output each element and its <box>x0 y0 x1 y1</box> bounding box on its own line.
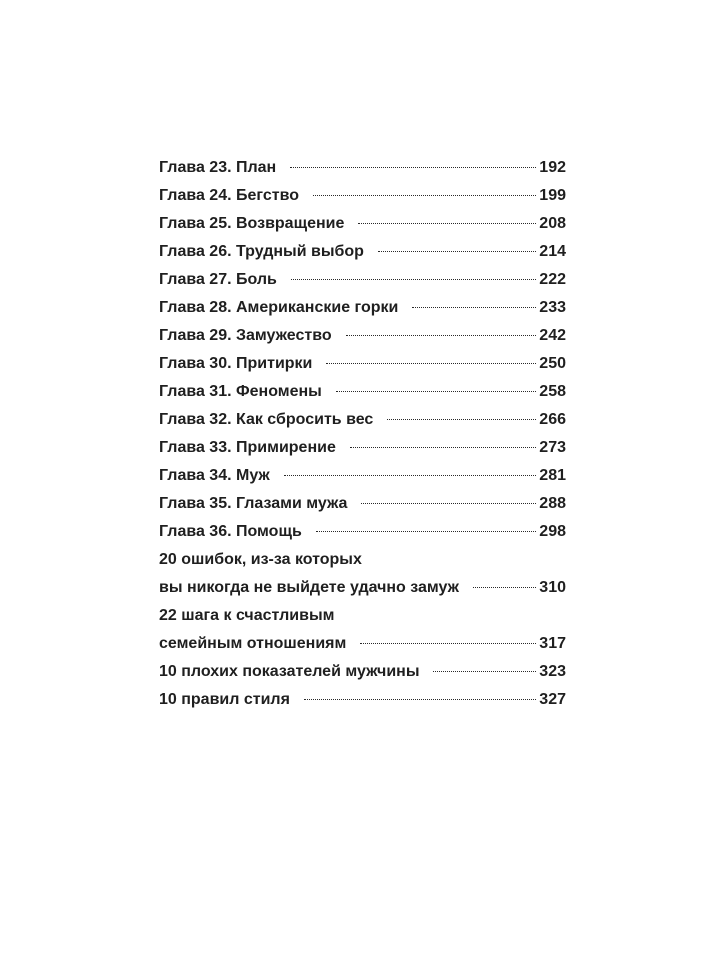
toc-entry[interactable] <box>159 266 566 294</box>
toc-entry-style-rules[interactable] <box>159 686 566 714</box>
toc-entry-page: 192 <box>539 159 566 176</box>
toc-entry-title: Глава 23. План <box>159 159 277 176</box>
dot-leader <box>361 503 536 504</box>
toc-entry-title: Глава 36. Помощь <box>159 523 302 540</box>
dot-leader <box>412 307 536 308</box>
dot-leader <box>358 223 536 224</box>
dot-leader <box>316 531 537 532</box>
dot-leader <box>336 391 536 392</box>
toc-entry[interactable] <box>159 350 566 378</box>
toc-entry-page: 222 <box>539 271 566 288</box>
toc-entry-title-line1: 22 шага к счастливым <box>159 607 335 624</box>
toc-entry-title: семейным отношениям <box>159 635 347 652</box>
toc-entry-page: 298 <box>539 523 566 540</box>
dot-leader <box>346 335 537 336</box>
toc-entry-page: 233 <box>539 299 566 316</box>
toc-entry-title: Глава 34. Муж <box>159 467 270 484</box>
dot-leader <box>284 475 537 476</box>
dot-leader <box>290 167 536 168</box>
toc-entry-page: 242 <box>539 327 566 344</box>
dot-leader <box>326 363 536 364</box>
toc-entry-title: 10 плохих показателей мужчины <box>159 663 420 680</box>
toc-entry[interactable] <box>159 294 566 322</box>
toc-entry[interactable] <box>159 210 566 238</box>
toc-entry-title-line1: 20 ошибок, из-за которых <box>159 551 362 568</box>
toc-entry-page: 214 <box>539 243 566 260</box>
dot-leader <box>291 279 536 280</box>
toc-entry-title: вы никогда не выйдете удачно замуж <box>159 579 459 596</box>
toc-entry-page: 266 <box>539 411 566 428</box>
dot-leader <box>387 419 536 420</box>
toc-entry-page: 208 <box>539 215 566 232</box>
toc-entry-title: Глава 29. Замужество <box>159 327 332 344</box>
toc-entry-title: 10 правил стиля <box>159 691 290 708</box>
toc-entry[interactable] <box>159 154 566 182</box>
toc-entry[interactable] <box>159 322 566 350</box>
toc-entry-page: 273 <box>539 439 566 456</box>
toc-entry[interactable] <box>159 238 566 266</box>
toc-entry[interactable] <box>159 182 566 210</box>
toc-entry-page: 258 <box>539 383 566 400</box>
toc-entry-title: Глава 28. Американские горки <box>159 299 399 316</box>
toc-entry-title: Глава 33. Примирение <box>159 439 336 456</box>
toc-entry-title: Глава 31. Феномены <box>159 383 322 400</box>
toc-entry-page: 310 <box>539 579 566 596</box>
toc-entry[interactable] <box>159 462 566 490</box>
toc-entry-page: 327 <box>539 691 566 708</box>
dot-leader <box>360 643 536 644</box>
dot-leader <box>378 251 536 252</box>
toc-entry-page: 199 <box>539 187 566 204</box>
toc-entry-title: Глава 27. Боль <box>159 271 277 288</box>
toc-entry-page: 281 <box>539 467 566 484</box>
toc-entry-steps[interactable] <box>159 602 566 658</box>
toc-entry-page: 250 <box>539 355 566 372</box>
toc-entry[interactable] <box>159 518 566 546</box>
toc-entry-title: Глава 35. Глазами мужа <box>159 495 348 512</box>
toc-entry[interactable] <box>159 378 566 406</box>
table-of-contents <box>159 154 566 714</box>
dot-leader <box>350 447 536 448</box>
toc-entry-title: Глава 25. Возвращение <box>159 215 345 232</box>
toc-entry-title: Глава 30. Притирки <box>159 355 313 372</box>
toc-entry[interactable] <box>159 406 566 434</box>
toc-entry-title: Глава 24. Бегство <box>159 187 299 204</box>
toc-entry-title: Глава 32. Как сбросить вес <box>159 411 374 428</box>
toc-entry-bad-signs[interactable] <box>159 658 566 686</box>
dot-leader <box>304 699 536 700</box>
toc-entry-page: 323 <box>539 663 566 680</box>
toc-entry-page: 288 <box>539 495 566 512</box>
toc-entry-title: Глава 26. Трудный выбор <box>159 243 364 260</box>
toc-entry-page: 317 <box>539 635 566 652</box>
dot-leader <box>433 671 536 672</box>
toc-entry[interactable] <box>159 490 566 518</box>
toc-entry[interactable] <box>159 434 566 462</box>
dot-leader <box>313 195 536 196</box>
dot-leader <box>473 587 536 588</box>
toc-entry-mistakes[interactable] <box>159 546 566 602</box>
